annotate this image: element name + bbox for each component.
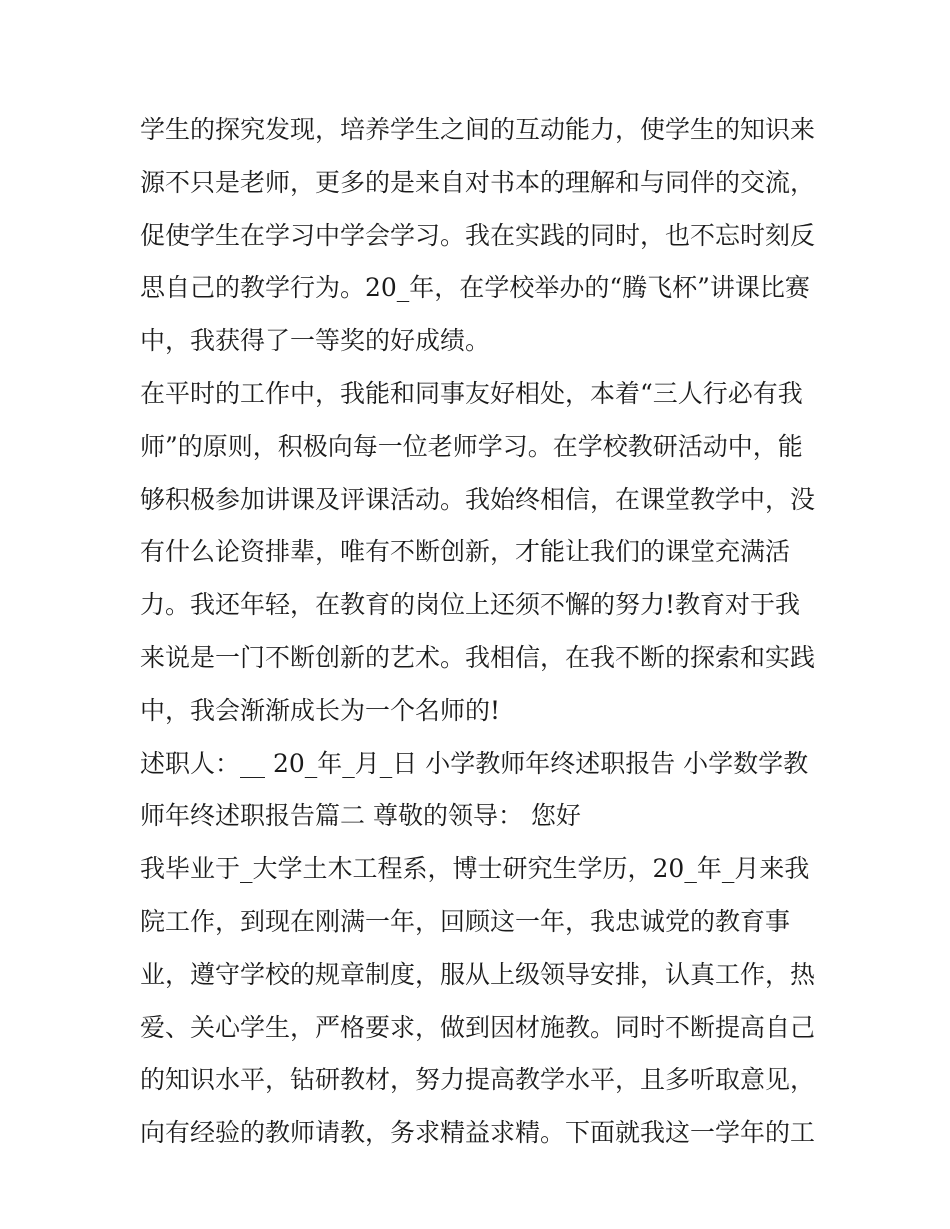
text-line: 院工作，到现在刚满一年，回顾这一年，我忠诚党的教育事 bbox=[140, 906, 791, 936]
text-line: 有什么论资排辈，唯有不断创新，才能让我们的课堂充满活 bbox=[140, 537, 791, 567]
paragraph bbox=[140, 368, 820, 738]
text-line: 力。我还年轻，在教育的岗位上还须不懈的努力!教育对于我 bbox=[140, 590, 801, 620]
text-line: 学生的探究发现，培养学生之间的互动能力，使学生的知识来 bbox=[140, 115, 816, 144]
text-line: 师年终述职报告篇二 尊敬的领导： 您好 bbox=[140, 801, 581, 831]
paragraph bbox=[140, 104, 820, 368]
text-line: 爱、关心学生，严格要求，做到因材施教。同时不断提高自己 bbox=[140, 1012, 816, 1042]
text-line: 源不只是老师，更多的是来自对书本的理解和与同伴的交流， bbox=[140, 167, 816, 197]
text-line: 中，我获得了一等奖的好成绩。 bbox=[140, 326, 491, 356]
paragraph bbox=[140, 843, 820, 1160]
text-line: 我毕业于_大学土木工程系，博士研究生学历，20_年_月来我 bbox=[140, 854, 810, 884]
document-body bbox=[140, 104, 820, 1160]
paragraph bbox=[140, 738, 820, 844]
text-line: 述职人：__ 20_年_月_日 小学教师年终述职报告 小学数学教 bbox=[140, 748, 809, 778]
text-line: 的知识水平，钻研教材，努力提高教学水平，且多听取意见， bbox=[140, 1065, 816, 1095]
text-line: 促使学生在学习中学会学习。我在实践的同时，也不忘时刻反 bbox=[140, 220, 816, 250]
text-line: 向有经验的教师请教，务求精益求精。下面就我这一学年的工 bbox=[140, 1118, 816, 1148]
text-line: 业，遵守学校的规章制度，服从上级领导安排，认真工作，热 bbox=[140, 959, 816, 989]
text-line: 中，我会渐渐成长为一个名师的! bbox=[140, 695, 501, 725]
text-line: 师”的原则，积极向每一位老师学习。在学校教研活动中，能 bbox=[140, 431, 803, 461]
text-line: 来说是一门不断创新的艺术。我相信，在我不断的探索和实践 bbox=[140, 642, 816, 672]
text-line: 在平时的工作中，我能和同事友好相处，本着“三人行必有我 bbox=[140, 378, 803, 408]
text-line: 够积极参加讲课及评课活动。我始终相信，在课堂教学中，没 bbox=[140, 484, 816, 514]
text-line: 思自己的教学行为。20_年，在学校举办的“腾飞杯”讲课比赛 bbox=[140, 273, 810, 303]
